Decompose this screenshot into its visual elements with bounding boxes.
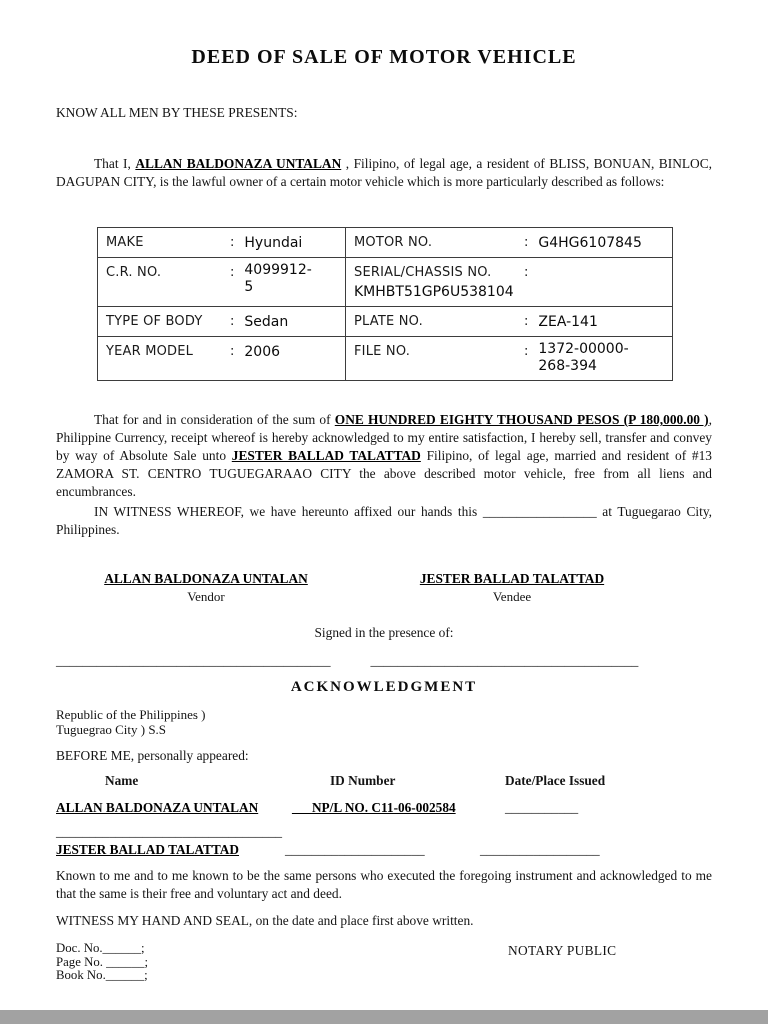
amount-inline: ONE HUNDRED EIGHTY THOUSAND PESOS (P 180,000.00 ) (334, 412, 709, 427)
date-blank-line: _________________ (482, 504, 597, 519)
doc-no-line: Doc. No.______; (56, 941, 145, 955)
table-row (98, 228, 673, 258)
intro-lead: That I, (94, 156, 136, 171)
witness-lead: IN WITNESS WHEREOF, we have hereunto affixed our hands this (94, 504, 483, 519)
vendor-signature (56, 571, 356, 605)
venue-block (56, 707, 712, 737)
id-column-header: ID Number (330, 773, 396, 788)
vendor-signature-name: ALLAN BALDONAZA UNTALAN (104, 571, 308, 586)
colon-separator: : (524, 235, 529, 250)
appearers-table (56, 773, 712, 862)
colon-separator: : (524, 265, 529, 280)
vendor-role-label: Vendor (187, 589, 225, 604)
consideration-rest: Filipino, of legal age, married and resident of #13 ZAMORA ST. CENTRO TUGUEGARAAO CITY the above described motor vehicle, free from all liens and encumbrances. (56, 448, 712, 499)
appearer-id-blank: _____________________ (285, 842, 425, 857)
witness-line-right: ________________________________________ (370, 653, 639, 668)
colon-separator: : (230, 265, 235, 280)
motor-no-cell (346, 228, 673, 258)
known-to-me-paragraph: Known to me and to me known to be the same persons who executed the foregoing instrument and acknowledged to me that the same is their free and voluntary act and deed. (56, 868, 712, 901)
year-model-value: 2006 (244, 344, 281, 360)
file-no-label: FILE NO. (354, 344, 411, 359)
cr-no-cell (98, 258, 346, 307)
vendee-signature (362, 571, 662, 605)
notary-public-label: NOTARY PUBLIC (508, 943, 617, 958)
appearer-name: ALLAN BALDONAZA UNTALAN (56, 800, 259, 815)
vehicle-table (97, 227, 673, 381)
motor-no-value: G4HG6107845 (538, 235, 642, 251)
witness-rest: at Tuguegarao City, Philippines. (56, 504, 712, 537)
page-title: DEED OF SALE OF MOTOR VEHICLE (191, 46, 577, 68)
issued-column-header: Date/Place Issued (505, 773, 606, 788)
page-edge (0, 1010, 768, 1024)
colon-separator: : (524, 314, 529, 329)
body-type-cell (98, 307, 346, 337)
intro-rest: , Filipino, of legal age, a resident of BLISS, BONUAN, BINLOC, DAGUPAN CITY, is the lawful owner of a certain motor vehicle which is more particularly described as follows: (56, 156, 712, 189)
signature-block (56, 571, 712, 605)
consideration-paragraph (56, 411, 712, 501)
appearer-issued-blank: ___________ (505, 800, 579, 815)
city-line: Tuguegrao City ) S.S (56, 722, 167, 737)
vendor-name-inline: ALLAN BALDONAZA UNTALAN (135, 156, 342, 171)
cr-no-label: C.R. NO. (106, 265, 162, 280)
colon-separator: : (230, 344, 235, 359)
file-no-cell (346, 337, 673, 381)
table-row (98, 337, 673, 381)
motor-no-label: MOTOR NO. (354, 235, 433, 250)
serial-chassis-value: KMHBT51GP6U538104 (354, 284, 514, 300)
year-model-label: YEAR MODEL (106, 344, 194, 359)
table-row (98, 307, 673, 337)
acknowledgment-heading: ACKNOWLEDGMENT (290, 679, 478, 695)
before-me-line: BEFORE ME, personally appeared: (56, 748, 249, 763)
make-cell (98, 228, 346, 258)
year-model-cell (98, 337, 346, 381)
presence-label: Signed in the presence of: (314, 625, 454, 640)
colon-separator: : (524, 344, 529, 359)
make-value: Hyundai (244, 235, 303, 251)
table-row (98, 258, 673, 307)
book-no-line: Book No.______; (56, 968, 148, 982)
appearer-id-number: ___NP/L NO. C11-06-002584 (292, 800, 456, 815)
plate-no-cell (346, 307, 673, 337)
appearer-name: JESTER BALLAD TALATTAD (56, 842, 240, 857)
republic-line: Republic of the Philippines ) (56, 707, 206, 722)
witness-line-left: _________________________________________ (56, 653, 331, 668)
cr-no-value: 4099912-5 (244, 262, 312, 295)
witness-signature-lines (56, 653, 712, 669)
witness-seal-line: WITNESS MY HAND AND SEAL, on the date and place first above written. (56, 913, 474, 928)
consideration-middle: , Philippine Currency, receipt whereof is hereby acknowledged to my entire satisfaction, I hereby sell, transfer and convey by way of Absolute Sale unto (56, 412, 712, 463)
serial-chassis-cell (346, 258, 673, 307)
vendee-role-label: Vendee (492, 589, 532, 604)
opening-line: KNOW ALL MEN BY THESE PRESENTS: (56, 105, 298, 120)
make-label: MAKE (106, 235, 144, 250)
appearer-extra-line: __________________________________ (56, 824, 283, 839)
appearer-row (56, 800, 712, 824)
vendee-name-inline: JESTER BALLAD TALATTAD (231, 448, 421, 463)
body-type-label: TYPE OF BODY (106, 314, 203, 329)
file-no-value: 1372-00000-268-394 (538, 341, 629, 374)
colon-separator: : (230, 314, 235, 329)
plate-no-label: PLATE NO. (354, 314, 423, 329)
colon-separator: : (230, 235, 235, 250)
appearers-header-row (56, 773, 712, 800)
intro-paragraph (56, 155, 712, 191)
appearer-issued-blank: __________________ (480, 842, 600, 857)
plate-no-value: ZEA-141 (538, 314, 598, 330)
consideration-lead: That for and in consideration of the sum of (94, 412, 335, 427)
body-type-value: Sedan (244, 314, 289, 330)
name-column-header: Name (105, 773, 139, 788)
witness-clause-paragraph (56, 503, 712, 539)
vendee-signature-name: JESTER BALLAD TALATTAD (419, 571, 605, 586)
page-no-line: Page No. ______; (56, 954, 149, 969)
vehicle-table-wrap (97, 227, 712, 381)
serial-chassis-label: SERIAL/CHASSIS NO. (354, 265, 492, 280)
notary-footer (56, 942, 712, 983)
appearer-row (56, 842, 712, 862)
